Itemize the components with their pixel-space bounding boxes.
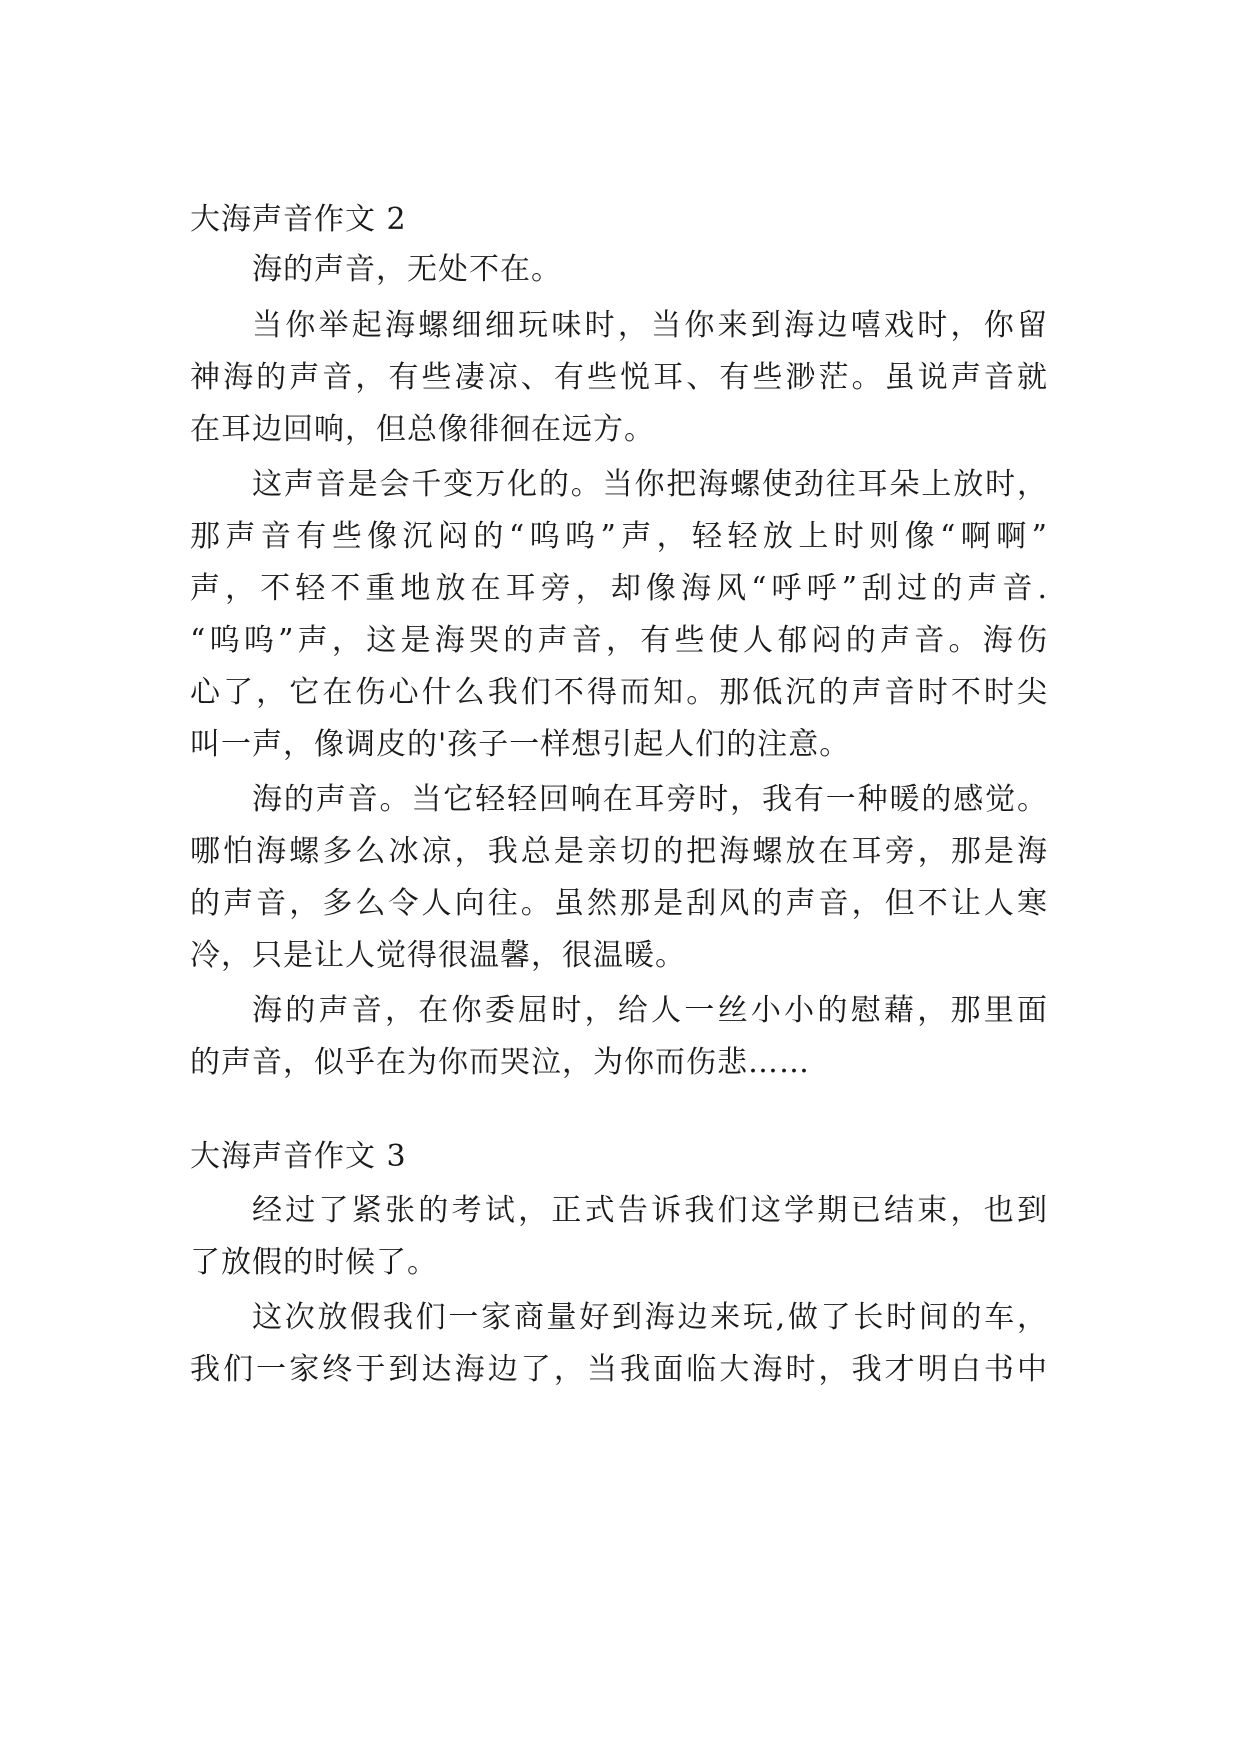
paragraph-line: 的声音，似乎在为你而哭泣，为你而伤悲…… bbox=[190, 1045, 810, 1080]
paragraph-line: 这次放假我们一家商量好到海边来玩,做了长时间的车， bbox=[252, 1300, 1048, 1335]
paragraph-line: 冷，只是让人觉得很温馨，很温暖。 bbox=[190, 938, 686, 973]
paragraph-line: “呜呜”声，这是海哭的声音，有些使人郁闷的声音。海伤 bbox=[190, 623, 1048, 658]
paragraph-line: 声，不轻不重地放在耳旁，却像海风“呼呼”刮过的声音. bbox=[190, 571, 1048, 606]
paragraph-line: 这声音是会千变万化的。当你把海螺使劲往耳朵上放时， bbox=[252, 467, 1048, 502]
paragraph-line: 经过了紧张的考试，正式告诉我们这学期已结束，也到 bbox=[252, 1193, 1048, 1228]
paragraph-line: 了放假的时候了。 bbox=[190, 1245, 438, 1280]
paragraph-line: 海的声音，在你委屈时，给人一丝小小的慰藉，那里面 bbox=[252, 993, 1048, 1028]
section-title: 大海声音作文 2 bbox=[190, 202, 407, 237]
paragraph-line: 那声音有些像沉闷的“呜呜”声，轻轻放上时则像“啊啊” bbox=[190, 519, 1048, 554]
paragraph-line: 在耳边回响，但总像徘徊在远方。 bbox=[190, 412, 655, 447]
paragraph-line: 海的声音。当它轻轻回响在耳旁时，我有一种暖的感觉。 bbox=[252, 782, 1048, 817]
paragraph-line: 当你举起海螺细细玩味时，当你来到海边嘻戏时，你留 bbox=[252, 308, 1048, 343]
paragraph-line: 的声音，多么令人向往。虽然那是刮风的声音，但不让人寒 bbox=[190, 886, 1048, 921]
section-title: 大海声音作文 3 bbox=[190, 1139, 407, 1174]
paragraph-line: 我们一家终于到达海边了，当我面临大海时，我才明白书中 bbox=[190, 1352, 1048, 1387]
paragraph-line: 神海的声音，有些凄凉、有些悦耳、有些渺茫。虽说声音就 bbox=[190, 360, 1048, 395]
paragraph-line: 心了，它在伤心什么我们不得而知。那低沉的声音时不时尖 bbox=[190, 675, 1048, 710]
paragraph-line: 哪怕海螺多么冰凉，我总是亲切的把海螺放在耳旁，那是海 bbox=[190, 834, 1048, 869]
paragraph-line: 叫一声，像调皮的'孩子一样想引起人们的注意。 bbox=[190, 727, 851, 762]
paragraph-line: 海的声音，无处不在。 bbox=[252, 252, 562, 287]
